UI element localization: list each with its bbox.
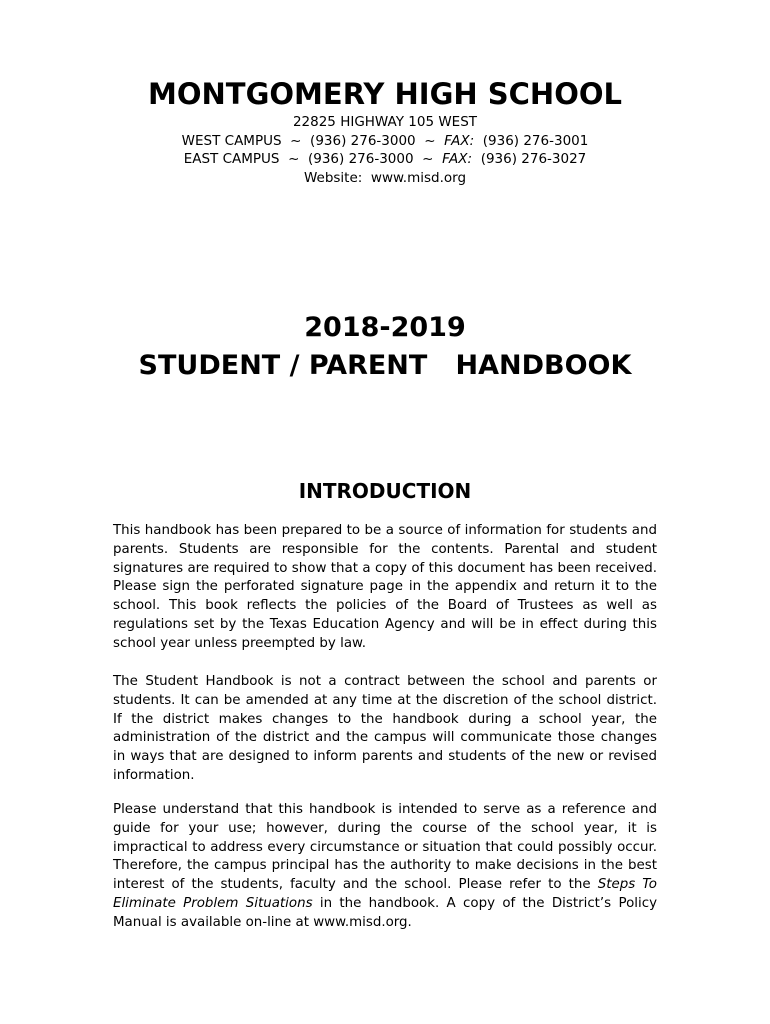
separator: ~ [288, 151, 300, 167]
handbook-title: STUDENT / PARENT HANDBOOK [138, 350, 632, 381]
website-line [0, 169, 770, 188]
east-campus-label: EAST CAMPUS [183, 151, 280, 167]
school-name: MONTGOMERY HIGH SCHOOL [148, 77, 622, 111]
contact-block [0, 113, 770, 187]
east-campus-line [0, 150, 770, 169]
west-campus-line [0, 132, 770, 151]
intro-paragraph-2: The Student Handbook is not a contract between the school and parents or students. It can be amended at any time at the discretion of the school district. If the district makes changes to the handbook during a school year, the administration of the district and the campus will communicate those changes in ways that are designed to inform parents and students of the new or revised information. [113, 674, 657, 783]
west-campus-phone: (936) 276-3000 [310, 132, 416, 149]
address: 22825 HIGHWAY 105 WEST [292, 114, 478, 130]
west-campus-fax: (936) 276-3001 [482, 132, 589, 149]
east-campus-fax-label: FAX: [442, 151, 473, 167]
website-label: Website: [303, 169, 363, 186]
east-campus-fax: (936) 276-3027 [480, 151, 587, 167]
west-campus-label: WEST CAMPUS [181, 132, 282, 149]
separator: ~ [290, 132, 302, 149]
website-link[interactable]: www.misd.org [370, 169, 467, 186]
paragraph-3-text-end: in the handbook. A copy of the District’s Policy Manual is available on-line at www.misd.org. [113, 895, 657, 930]
school-year-title: 2018-2019 [304, 312, 466, 343]
east-campus-phone: (936) 276-3000 [307, 151, 414, 167]
separator: ~ [424, 132, 436, 149]
west-campus-fax-label: FAX: [444, 132, 475, 149]
steps-reference: Steps To Eliminate Problem Situations [113, 877, 657, 911]
introduction-heading: INTRODUCTION [298, 479, 472, 503]
intro-paragraph-3 [113, 801, 657, 933]
intro-paragraph-1: This handbook has been prepared to be a source of information for students and parents. Students are responsible for the contents. Parental and student signatures are required to show that a copy of this document has been received. Please sign the perforated signature page in the appendix and return it to the school. This book reflects the policies of the Board of Trustees as well as regulations set by the Texas Education Agency and will be in effect during this school year unless preempted by law. [113, 523, 657, 651]
paragraph-3-text-start: Please understand that this handbook is intended to serve as a reference and guide for your use; however, during the course of the school year, it is impractical to address every circumstance or situation that could possibly occur. Therefore, the campus principal has the authority to make decisions in the best interest of the students, faculty and the school. Please refer to the [113, 802, 657, 893]
separator: ~ [422, 151, 434, 167]
